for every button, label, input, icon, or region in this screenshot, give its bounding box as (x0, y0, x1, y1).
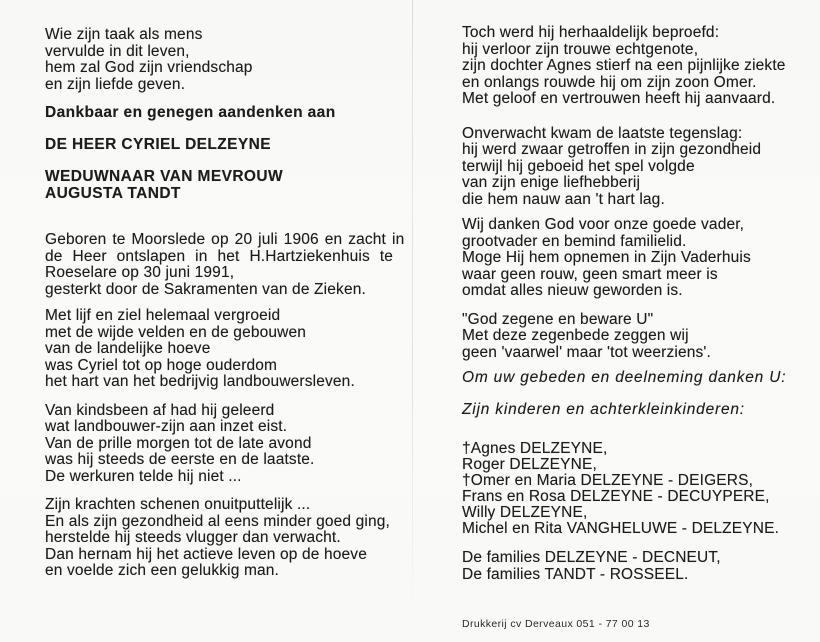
text-line: Met geloof en vertrouwen heeft hij aanvaard. (462, 90, 776, 107)
birth-death-paragraph (45, 232, 410, 298)
farm-life-paragraph (45, 308, 410, 391)
text-line: Roeselare op 30 juni 1991, (45, 264, 235, 281)
health-paragraph (45, 497, 410, 580)
text-line: Dan hernam hij het actieve leven op de hoeve (45, 545, 367, 563)
widower-title (45, 169, 410, 202)
right-column (462, 25, 814, 583)
text-line: Van de prille morgen tot de late avond (45, 434, 312, 452)
text-line: hij verloor zijn trouwe echtgenote, (462, 40, 699, 58)
text-line: grootvader en bemind familielid. (462, 232, 687, 250)
text-line: vervulde in dit leven, (45, 42, 190, 60)
text-line: De families DELZEYNE - DECNEUT, (462, 549, 721, 566)
trials-paragraph (462, 25, 814, 108)
families-list (462, 550, 814, 583)
text-line: en onlangs rouwde hij om zijn zoon Omer. (462, 73, 757, 91)
fold-line (412, 0, 413, 642)
text-line: En als zijn gezondheid al eens minder goed ging, (45, 512, 390, 530)
text-line: Roger DELZEYNE, (462, 456, 597, 473)
text-line: Toch werd hij herhaaldelijk beproefd: (462, 24, 720, 41)
text-line: zijn dochter Agnes stierf na een pijnlijke ziekte (462, 57, 786, 74)
text-line: Moge Hij hem opnemen in Zijn Vaderhuis (462, 249, 751, 266)
text-line: †Agnes DELZEYNE, (462, 440, 608, 457)
children-list (462, 441, 814, 537)
text-line: hem zal God zijn vriendschap (45, 59, 253, 76)
text-line: Willy DELZEYNE, (462, 504, 588, 521)
text-line: Onverwacht kwam de laatste tegenslag: (462, 124, 743, 142)
text-line: Wie zijn taak als mens (45, 26, 203, 43)
dedication-line: Dankbaar en genegen aandenken aan (45, 104, 336, 121)
work-ethic-paragraph (45, 403, 410, 486)
text-line: van de landelijke hoeve (45, 340, 211, 357)
text-line: Frans en Rosa DELZEYNE - DECUYPERE, (462, 488, 770, 505)
opening-verse (45, 27, 410, 93)
text-line: gesterkt door de Sakramenten van de Zieken. (45, 280, 366, 298)
printer-credit: Drukkerij cv Derveaux 051 - 77 00 13 (462, 618, 650, 630)
text-line: WEDUWNAAR VAN MEVROUW (45, 168, 284, 185)
text-line: geen 'vaarwel' maar 'tot weerziens'. (462, 343, 711, 361)
thanksgiving-paragraph (462, 217, 814, 300)
text-line: was Cyriel tot op hoge ouderdom (45, 356, 278, 374)
deceased-name: DE HEER CYRIEL DELZEYNE (45, 135, 271, 153)
text-line: De families TANDT - ROSSEEL. (462, 565, 689, 583)
text-line: hij werd zwaar getroffen in zijn gezondheid (462, 141, 762, 158)
text-line: Wij danken God voor onze goede vader, (462, 216, 745, 233)
text-line: De werkuren telde hij niet ... (45, 467, 242, 485)
text-line: die hem nauw aan 't hart lag. (462, 190, 665, 208)
acknowledgement-line: Om uw gebeden en deelneming danken U: (462, 369, 787, 386)
text-line: Michel en Rita VANGHELUWE - DELZEYNE. (462, 520, 780, 537)
text-line: en voelde zich een gelukkig man. (45, 562, 279, 579)
text-line: was hij steeds de eerste en de laatste. (45, 451, 315, 468)
text-line: "God zegene en beware U" (462, 310, 654, 328)
text-line: †Omer en Maria DELZEYNE - DEIGERS, (462, 472, 754, 489)
text-line: Met lijf en ziel helemaal vergroeid (45, 307, 281, 324)
text-line: en zijn liefde geven. (45, 75, 186, 93)
text-line: waar geen rouw, geen smart meer is (462, 265, 718, 283)
left-column (45, 27, 410, 580)
text-line: Zijn krachten schenen onuitputtelijk ... (45, 496, 311, 513)
text-line: herstelde hij steeds vlugger dan verwacht. (45, 529, 341, 546)
text-line: het hart van het bedrijvig landbouwersleven. (45, 373, 355, 390)
text-line: Van kindsbeen af had hij geleerd (45, 401, 275, 419)
text-line: Geboren te Moorslede op 20 juli 1906 en zacht in (45, 231, 405, 248)
blessing-paragraph (462, 312, 814, 362)
text-line: terwijl hij geboeid het spel volgde (462, 157, 695, 175)
text-line: AUGUSTA TANDT (45, 184, 181, 202)
text-line: met de wijde velden en de gebouwen (45, 323, 307, 341)
text-line: van zijn enige liefhebberij (462, 174, 641, 191)
setback-paragraph (462, 126, 814, 209)
text-line: Met deze zegenbede zeggen wij (462, 327, 689, 344)
text-line: omdat alles nieuw geworden is. (462, 282, 683, 299)
children-heading: Zijn kinderen en achterkleinkinderen: (462, 400, 745, 418)
text-line: wat landbouwer-zijn aan inzet eist. (45, 418, 288, 435)
text-line: de Heer ontslapen in het H.Hartziekenhuis te (45, 247, 394, 265)
